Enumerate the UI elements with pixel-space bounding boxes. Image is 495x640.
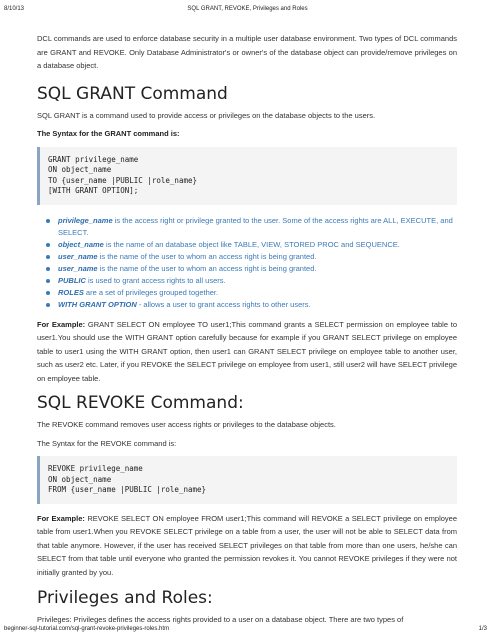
grant-example [37,318,457,386]
example-text: GRANT SELECT ON employee TO user1;This command grants a SELECT permission on employee table to user1.You should use the WITH GRANT option carefully because for example if you GRANT SELECT privilege on employee table to user1 using the WITH GRANT option, then user1 can GRANT SELECT privilege on employee table to another user, such as user2 etc. Later, if you REVOKE the SELECT privilege on employee from user1, still user2 will have SELECT privilege on employee table. [37,319,457,383]
roles-heading: Privileges and Roles: [37,588,213,608]
list-item [37,263,457,275]
list-item-text: is the access right or privilege granted to the user. Some of the access rights are ALL, EXECUTE, and SELECT. [58,215,453,237]
example-label: For Example: [37,319,86,329]
grant-parameter-list [37,215,457,311]
revoke-code-block [37,456,457,504]
list-item [37,287,457,299]
grant-heading: SQL GRANT Command [37,83,228,104]
page-number: 1/3 [478,626,487,632]
example-text: REVOKE SELECT ON employee FROM user1;This command will REVOKE a SELECT privilege on employee table from user1.When you REVOKE SELECT privilege on a table from a user, the user will not be able to SELECT data from that table anymore. However, if the user has received SELECT privileges on that table from more than one users, he/she can SELECT from that table until everyone who granted the permission revokes it. You cannot REVOKE privileges if they were not initially granted by you. [37,513,457,577]
list-item [37,299,457,311]
list-item-term: ROLES [58,287,84,297]
print-date: 8/10/13 [4,6,25,12]
list-item-term: user_name [58,251,98,261]
page-url: beginner-sql-tutorial.com/sql-grant-revoke-privileges-roles.htm [4,626,170,632]
page-header [0,6,495,18]
revoke-syntax-title: The Syntax for the REVOKE command is: [37,438,177,448]
grant-description: SQL GRANT is a command used to provide access or privileges on the database objects to the users. [37,110,376,120]
page-footer [0,620,495,632]
code-line: TO {user_name |PUBLIC |role_name} [48,175,198,185]
list-item-text: is used to grant access rights to all users. [85,275,226,285]
revoke-description: The REVOKE command removes user access rights or privileges to the database objects. [37,420,336,429]
intro-paragraph: DCL commands are used to enforce database security in a multiple user database environment. Two types of DCL commands are GRANT and REVOKE. Only Database Administrator's or owner's of the database object can provide/remove privileges on a database object. [37,34,457,70]
list-item-text: is the name of the user to whom an access right is being granted. [97,251,317,261]
list-item-term: WITH GRANT OPTION [58,299,137,309]
code-line: ON object_name [48,474,112,484]
list-item-text: is the name of an database object like TABLE, VIEW, STORED PROC and SEQUENCE. [103,239,400,249]
code-line: [WITH GRANT OPTION]; [48,186,139,195]
list-item [37,251,457,263]
list-item-term: object_name [58,239,104,249]
code-line: ON object_name [48,165,112,174]
code-line: FROM {user_name |PUBLIC |role_name} [48,485,207,494]
list-item-text: are a set of privileges grouped together. [83,287,219,297]
list-item [37,215,457,239]
code-line: REVOKE privilege_name [48,464,143,473]
example-label: For Example: [37,513,85,523]
revoke-example [37,512,457,580]
grant-code-block [37,147,457,205]
list-item-text: - allows a user to grant access rights to other users. [136,299,311,309]
grant-syntax-title: The Syntax for the GRANT command is: [37,129,180,138]
roles-paragraph: Privileges: Privileges defines the access rights provided to a user on a database object. There are two types of [37,615,404,624]
list-item-term: privilege_name [58,215,113,225]
list-item-term: PUBLIC [58,275,86,285]
list-item [37,239,457,251]
page-title: SQL GRANT, REVOKE, Privileges and Roles [187,6,308,12]
list-item [37,275,457,287]
list-item-term: user_name [58,263,98,273]
list-item-text: is the name of the user to whom an access right is being granted. [97,263,317,273]
revoke-heading: SQL REVOKE Command: [37,393,244,413]
article-content [37,32,457,627]
code-line: GRANT privilege_name [48,154,139,164]
